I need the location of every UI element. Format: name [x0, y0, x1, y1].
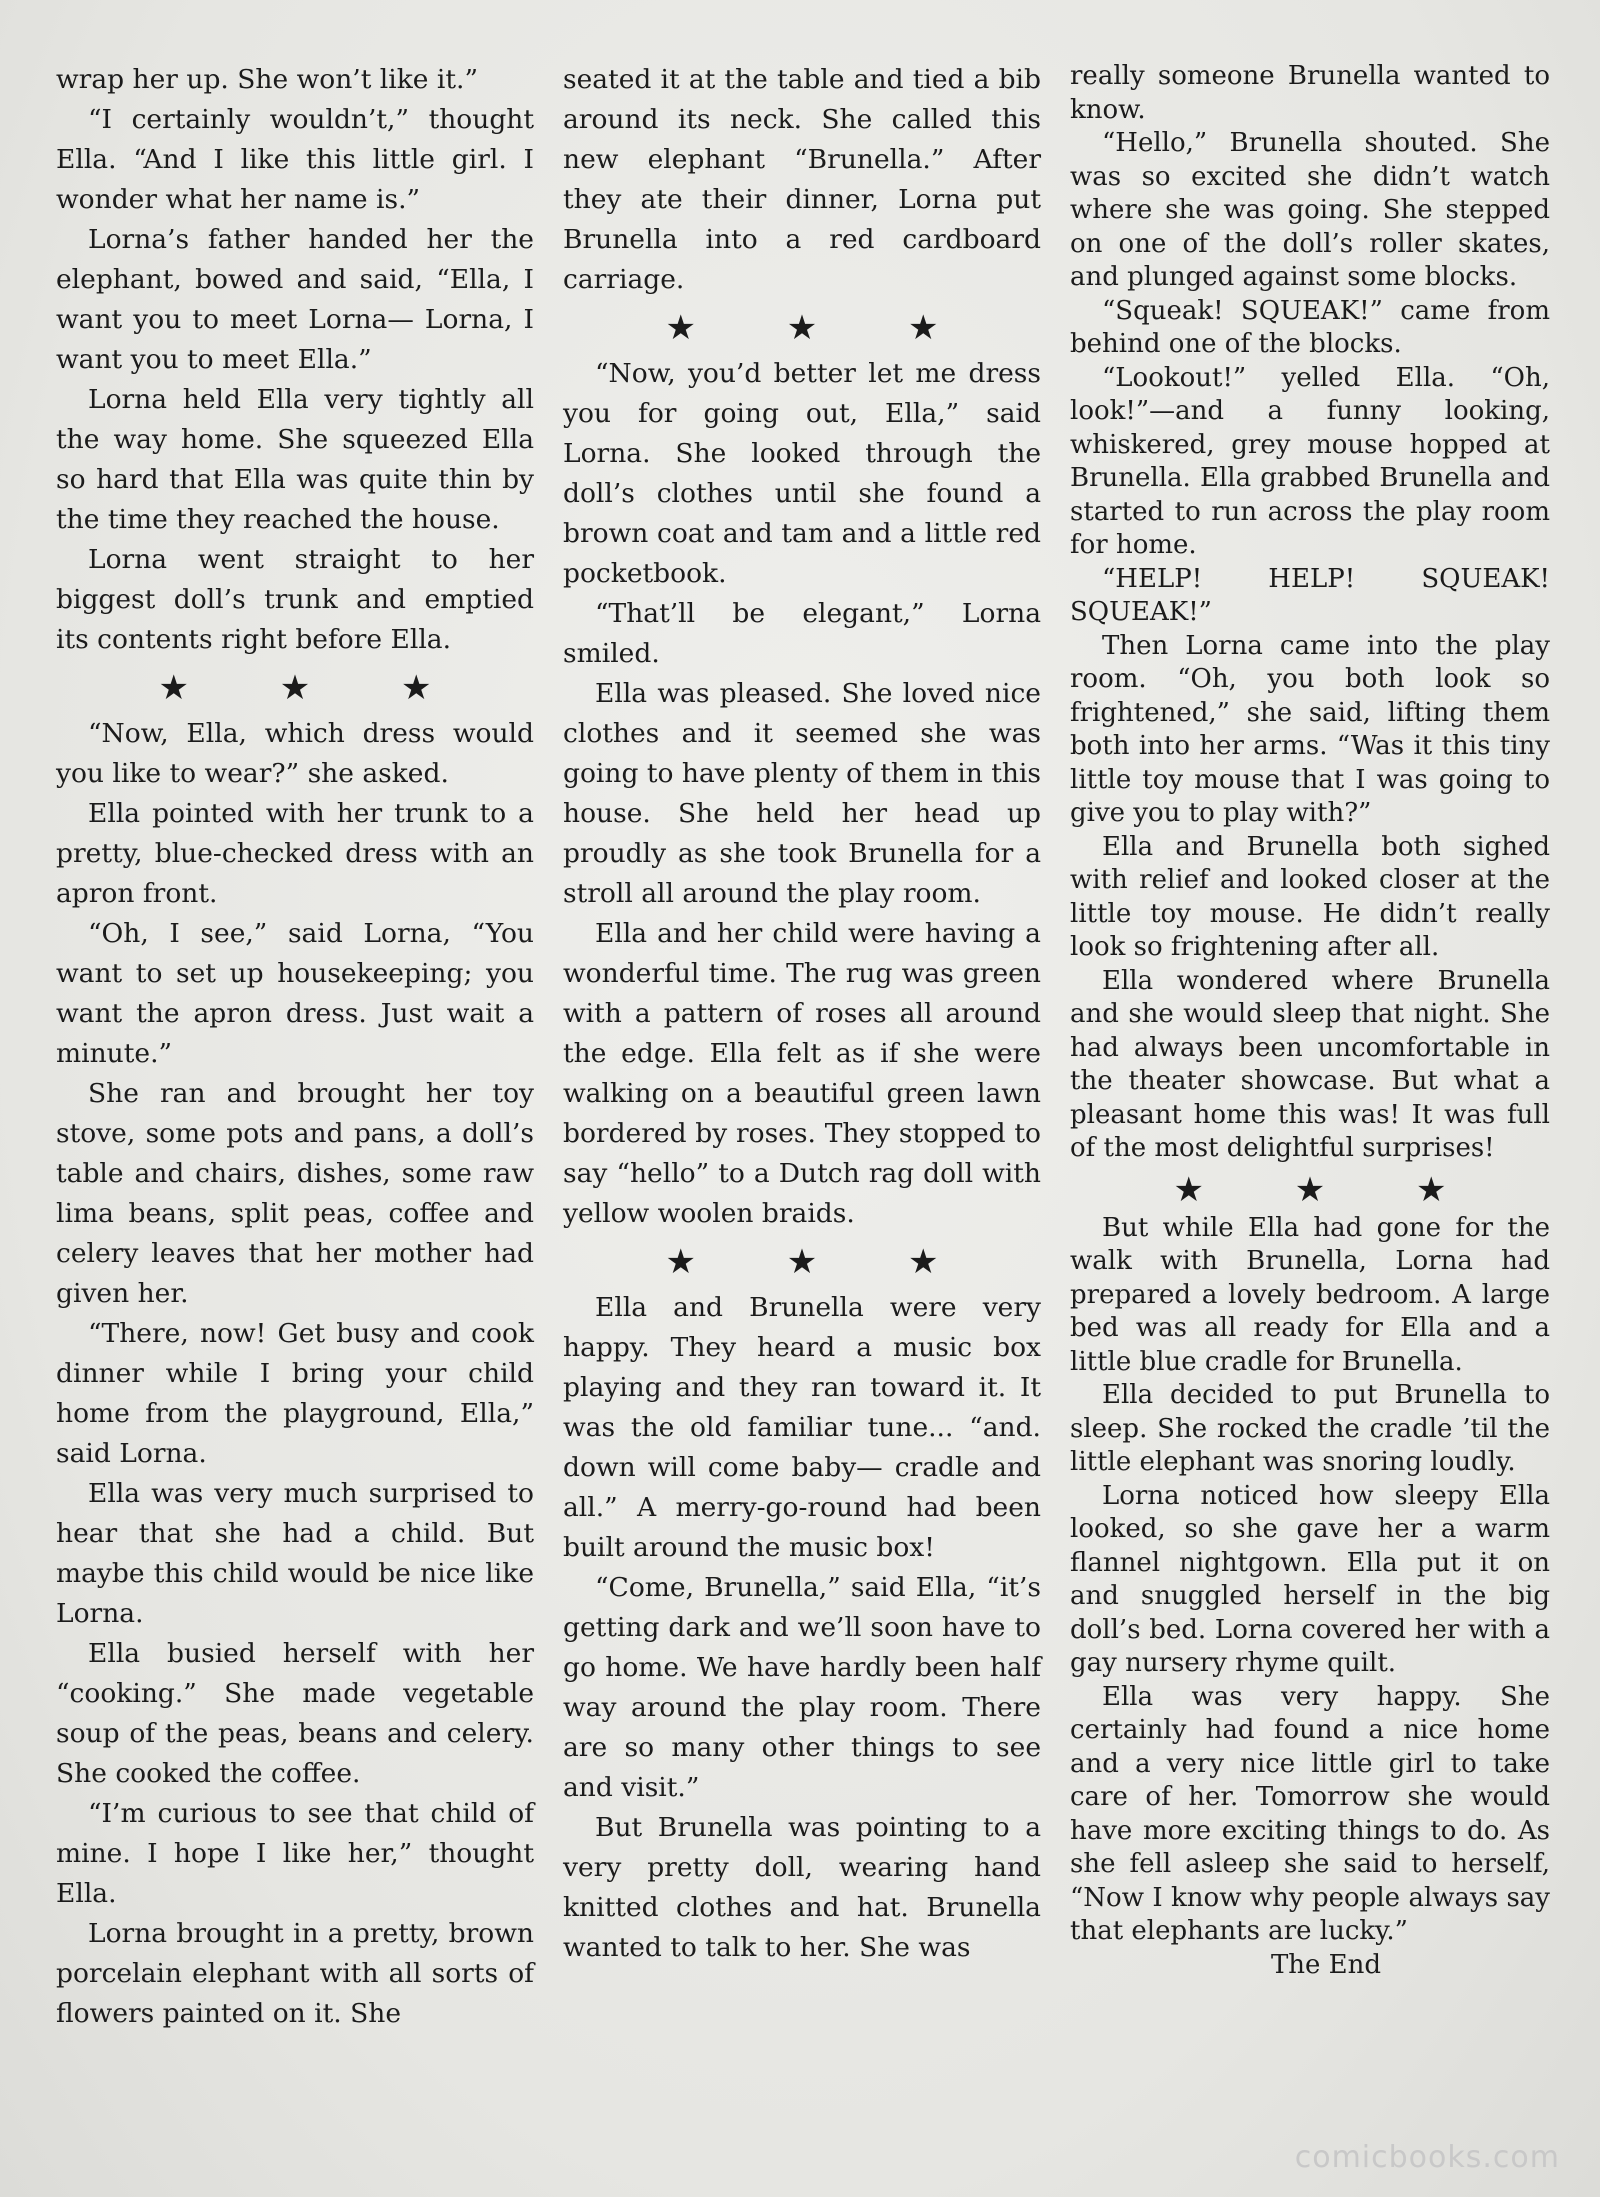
- paragraph: Ella wondered where Brunella and she would sleep that night. She had always been uncomfortable in the theater showcase. But what a pleasant home this was! It was full of the most delightful surprises!: [1070, 965, 1550, 1163]
- paragraph: Lorna noticed how sleepy Ella looked, so she gave her a warm flannel nightgown. Ella put it on and snuggled herself in the big doll’s bed. Lorna covered her with a gay nursery rhyme quilt.: [1070, 1480, 1550, 1678]
- paragraph: Lorna held Ella very tightly all the way home. She squeezed Ella so hard that Ella was quite thin by the time they reached the house.: [56, 384, 534, 535]
- paragraph: wrap her up. She won’t like it.”: [56, 64, 478, 95]
- paragraph: “HELP! HELP! SQUEAK! SQUEAK!”: [1070, 563, 1550, 627]
- paragraph: “Oh, I see,” said Lorna, “You want to set up housekeeping; you want the apron dress. Just wait a minute.”: [56, 918, 534, 1069]
- paragraph: She ran and brought her toy stove, some pots and pans, a doll’s table and chairs, dishes, some raw lima beans, split peas, coffee and celery leaves that her mother had given her.: [56, 1078, 534, 1309]
- paragraph: really someone Brunella wanted to know.: [1070, 61, 1550, 125]
- text-column-3: [1070, 60, 1550, 1982]
- paragraph: But while Ella had gone for the walk with Brunella, Lorna had prepared a lovely bedroom. A large bed was all ready for Ella and a little blue cradle for Brunella.: [1070, 1212, 1550, 1377]
- section-break-stars: ★ ★ ★: [665, 308, 979, 348]
- paragraph: Lorna brought in a pretty, brown porcelain elephant with all sorts of flowers painted on it. She: [56, 1918, 534, 2029]
- paragraph: Ella was pleased. She loved nice clothes and it seemed she was going to have plenty of them in this house. She held her head up proudly as she took Brunella for a stroll all around the play room.: [563, 678, 1041, 909]
- story-end: The End: [1270, 1949, 1382, 1980]
- paragraph: “I certainly wouldn’t,” thought Ella. “And I like this little girl. I wonder what her name is.”: [56, 104, 534, 215]
- paragraph: Then Lorna came into the play room. “Oh, you both look so frightened,” she said, lifting them both into her arms. “Was it this tiny little toy mouse that I was going to give you to play with?”: [1070, 630, 1550, 828]
- paragraph: Ella and her child were having a wonderful time. The rug was green with a pattern of roses all around the edge. Ella felt as if she were walking on a beautiful green lawn bordered by roses. They stopped to say “hello” to a Dutch rag doll with yellow woolen braids.: [563, 918, 1041, 1229]
- paragraph: “Lookout!” yelled Ella. “Oh, look!”—and a funny looking, whiskered, grey mouse hopped at Brunella. Ella grabbed Brunella and started to run across the play room for home.: [1070, 362, 1550, 560]
- watermark: comicbooks.com: [1294, 2140, 1560, 2175]
- paragraph: Ella was very much surprised to hear that she had a child. But maybe this child would be nice like Lorna.: [56, 1478, 534, 1629]
- paragraph: “Squeak! SQUEAK!” came from behind one of the blocks.: [1070, 295, 1550, 359]
- paragraph: “I’m curious to see that child of mine. I hope I like her,” thought Ella.: [56, 1798, 534, 1909]
- paragraph: Ella and Brunella both sighed with relief and looked closer at the little toy mouse. He didn’t really look so frightening after all.: [1070, 831, 1550, 962]
- paragraph: “Now, Ella, which dress would you like to wear?” she asked.: [56, 718, 534, 789]
- paragraph: Ella decided to put Brunella to sleep. She rocked the cradle ’til the little elephant was snoring loudly.: [1070, 1380, 1550, 1477]
- paragraph: “Come, Brunella,” said Ella, “it’s getting dark and we’ll soon have to go home. We have hardly been half way around the play room. There are so many other things to see and visit.”: [563, 1572, 1041, 1803]
- paragraph: “That’ll be elegant,” Lorna smiled.: [563, 598, 1041, 669]
- paragraph: “Hello,” Brunella shouted. She was so excited she didn’t watch where she was going. She stepped on one of the doll’s roller skates, and plunged against some blocks.: [1070, 128, 1550, 292]
- text-column-1: [56, 60, 534, 2034]
- paragraph: Ella was very happy. She certainly had found a nice home and a very nice little girl to take care of her. Tomorrow she would have more exciting things to do. As she fell asleep she said to herself, “Now I know why people always say that elephants are lucky.”: [1070, 1681, 1550, 1946]
- paragraph: Ella busied herself with her “cooking.” She made vegetable soup of the peas, beans and celery. She cooked the coffee.: [56, 1638, 534, 1789]
- paragraph: “Now, you’d better let me dress you for going out, Ella,” said Lorna. She looked through the doll’s clothes until she found a brown coat and tam and a little red pocketbook.: [563, 358, 1041, 589]
- section-break-stars: ★ ★ ★: [665, 1242, 979, 1282]
- paragraph: Lorna went straight to her biggest doll’s trunk and emptied its contents right before Ella.: [56, 544, 534, 655]
- section-break-stars: ★ ★ ★: [158, 668, 472, 708]
- paragraph: Ella pointed with her trunk to a pretty, blue-checked dress with an apron front.: [56, 798, 534, 909]
- text-column-2: [563, 60, 1041, 1968]
- paragraph: “There, now! Get busy and cook dinner while I bring your child home from the playground, Ella,” said Lorna.: [56, 1318, 534, 1469]
- paragraph: seated it at the table and tied a bib around its neck. She called this new elephant “Brunella.” After they ate their dinner, Lorna put Brunella into a red cardboard carriage.: [563, 64, 1041, 295]
- section-break-stars: ★ ★ ★: [1173, 1169, 1487, 1210]
- paragraph: Ella and Brunella were very happy. They heard a music box playing and they ran toward it. It was the old familiar tune... “and. down will come baby— cradle and all.” A merry-go-round had been built around the music box!: [563, 1292, 1041, 1563]
- paragraph: Lorna’s father handed her the elephant, bowed and said, “Ella, I want you to meet Lorna— Lorna, I want you to meet Ella.”: [56, 224, 534, 375]
- paragraph: But Brunella was pointing to a very pretty doll, wearing hand knitted clothes and hat. Brunella wanted to talk to her. She was: [563, 1812, 1041, 1963]
